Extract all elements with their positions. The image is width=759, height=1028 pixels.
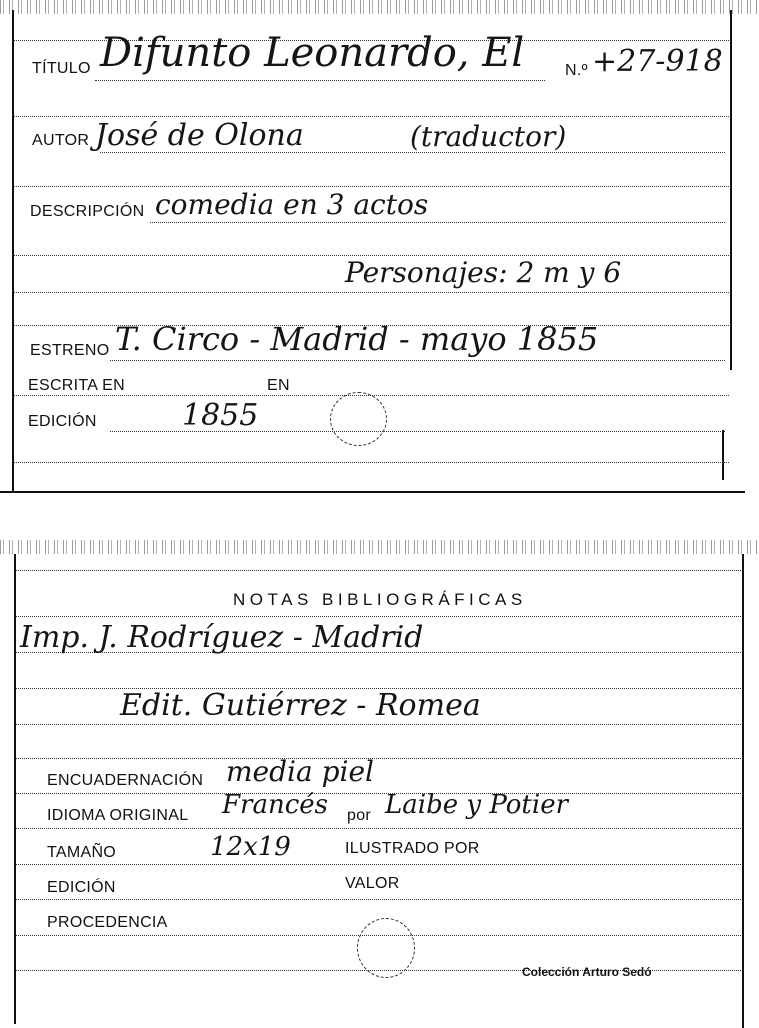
rule xyxy=(95,80,545,81)
autor-value: José de Olona xyxy=(95,118,304,153)
titulo-label: TÍTULO xyxy=(32,60,91,77)
encuadernacion-label: ENCUADERNACIÓN xyxy=(47,772,204,789)
catalog-card-back xyxy=(0,540,759,1028)
note-line-1: Imp. J. Rodríguez - Madrid xyxy=(20,620,424,655)
escrita-en-label: ESCRITA EN xyxy=(28,377,125,394)
rule xyxy=(14,116,729,117)
numero-label: N.º xyxy=(565,62,588,79)
ilustrado-label: ILUSTRADO POR xyxy=(345,840,480,857)
encuadernacion-value: media piel xyxy=(226,755,374,788)
rule xyxy=(16,570,741,571)
descripcion-label: DESCRIPCIÓN xyxy=(30,203,145,220)
edicion-value: 1855 xyxy=(182,398,259,433)
punch-hole xyxy=(357,918,415,978)
por-label: por xyxy=(347,807,372,824)
punch-hole xyxy=(330,392,387,446)
rule xyxy=(14,462,729,463)
rule xyxy=(110,360,725,361)
idioma-value: Francés xyxy=(222,790,329,820)
en-label: EN xyxy=(267,377,290,394)
descripcion-value: comedia en 3 actos xyxy=(155,188,429,221)
rule xyxy=(16,616,741,617)
rule xyxy=(150,222,725,223)
tamano-label: TAMAÑO xyxy=(47,844,117,861)
rule xyxy=(16,828,741,829)
valor-label: VALOR xyxy=(345,875,400,892)
por-value: Laibe y Potier xyxy=(385,790,569,820)
autor-label: AUTOR xyxy=(32,132,90,149)
card-right-border-lower xyxy=(722,430,724,480)
rule xyxy=(16,758,741,759)
estreno-label: ESTRENO xyxy=(30,342,110,359)
titulo-value: Difunto Leonardo, El xyxy=(100,30,525,76)
rule xyxy=(16,899,741,900)
estreno-value: T. Circo - Madrid - mayo 1855 xyxy=(115,320,599,358)
edicion-label: EDICIÓN xyxy=(28,413,97,430)
procedencia-label: PROCEDENCIA xyxy=(47,914,168,931)
card-right-border xyxy=(730,10,732,370)
numero-value: +27-918 xyxy=(592,44,723,79)
rule xyxy=(16,864,741,865)
note-line-2: Edit. Gutiérrez - Romea xyxy=(120,688,481,723)
card-top-edge xyxy=(0,540,759,554)
idioma-label: IDIOMA ORIGINAL xyxy=(47,807,189,824)
card-bottom-border xyxy=(0,491,745,493)
edicion-back-label: EDICIÓN xyxy=(47,879,116,896)
personajes-value: Personajes: 2 m y 6 xyxy=(345,256,622,289)
card-top-edge xyxy=(0,0,759,14)
card-left-border xyxy=(14,554,16,1024)
autor-note: (traductor) xyxy=(410,120,567,153)
card-right-border xyxy=(742,554,744,1028)
notas-heading: NOTAS BIBLIOGRÁFICAS xyxy=(233,590,527,609)
rule xyxy=(16,724,741,725)
card-left-border xyxy=(12,10,14,492)
rule xyxy=(14,186,729,187)
collection-label: Colección Arturo Sedó xyxy=(522,965,652,979)
tamano-value: 12x19 xyxy=(210,832,291,862)
catalog-card-front xyxy=(0,0,759,492)
rule xyxy=(16,793,741,794)
rule xyxy=(14,292,729,293)
